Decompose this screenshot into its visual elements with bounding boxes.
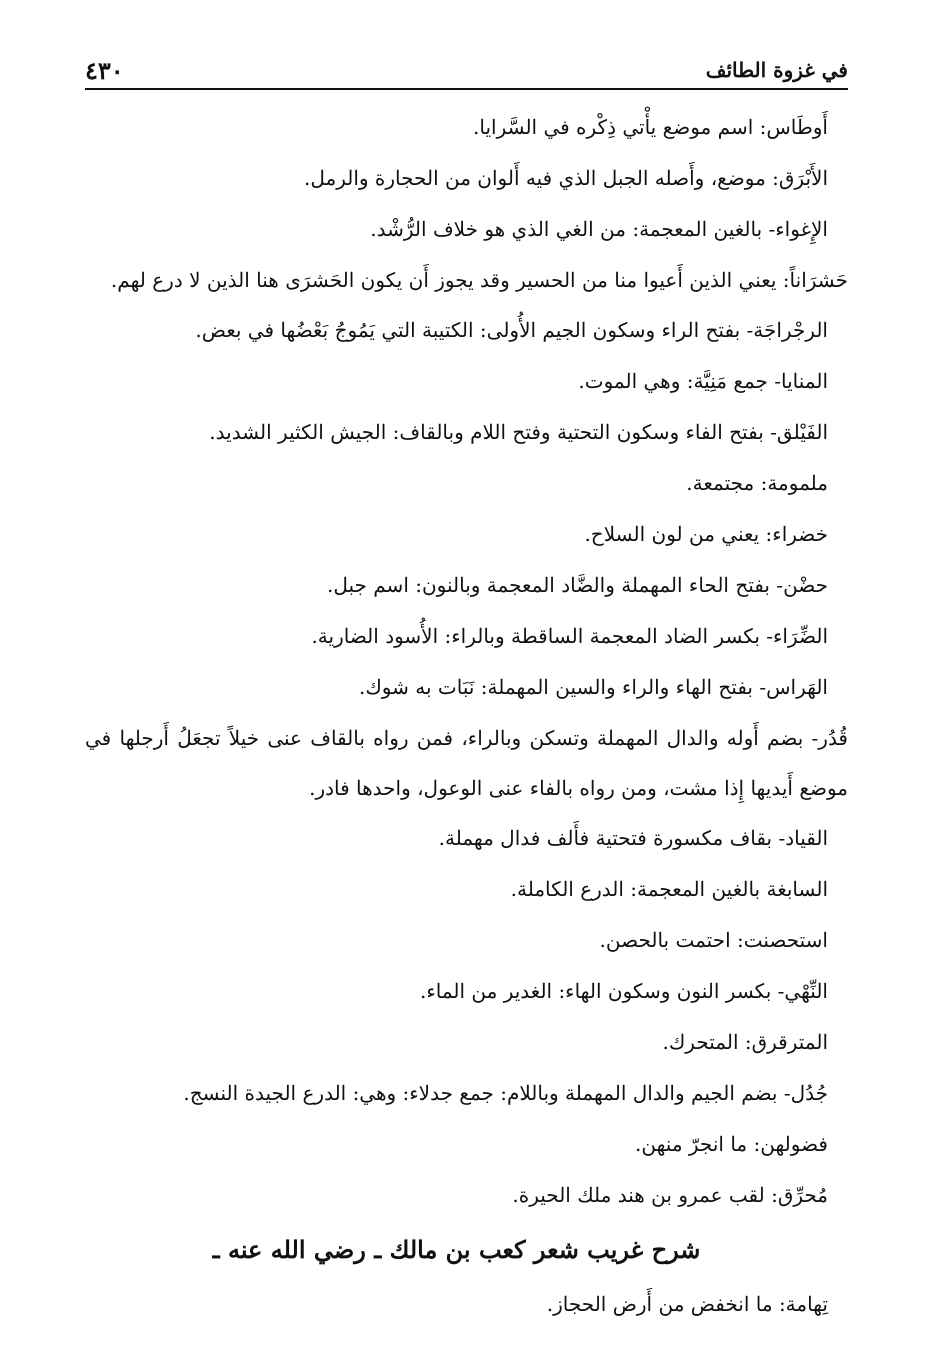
- running-title: في غزوة الطائف: [705, 58, 848, 82]
- glossary-entry: الأَبْرَق: موضع، وأَصله الجبل الذي فيه أَلوان من الحجارة والرمل.: [304, 166, 828, 190]
- glossary-entry: استحصنت: احتمت بالحصن.: [599, 928, 828, 952]
- glossary-entry: حضْن- بفتح الحاء المهملة والضَّاد المعجمة وبالنون: اسم جبل.: [326, 573, 828, 597]
- glossary-entry: الإِغواء- بالغين المعجمة: من الغي الذي هو خلاف الرُّشْد.: [370, 217, 828, 241]
- glossary-entry: المنايا- جمع مَنِيَّة: وهي الموت.: [578, 369, 828, 393]
- glossary-entry: الضِّرَاء- بكسر الضاد المعجمة الساقطة وبالراء: الأُسود الضارية.: [311, 624, 828, 648]
- page-header: [85, 52, 848, 90]
- glossary-entry: جُدُل- بضم الجيم والدال المهملة وباللام: جمع جدلاء: وهي: الدرع الجيدة النسج.: [183, 1081, 828, 1105]
- glossary-entry: حَشرَاناً: يعني الذين أَعيوا منا من الحسير وقد يجوز أَن يكون الحَشرَى هنا الذين لا درع لهم.: [110, 268, 848, 292]
- glossary-entry: الهَراس- بفتح الهاء والراء والسين المهملة: نَبَات به شوك.: [358, 675, 828, 699]
- glossary-entry: المترقرق: المتحرك.: [662, 1030, 828, 1054]
- glossary-entry: ملمومة: مجتمعة.: [686, 471, 828, 495]
- page-body: [85, 102, 848, 1330]
- glossary-entry: قُدُر- بضم أَوله والدال المهملة وتسكن وبالراء، فمن رواه بالقاف عنى خيلاً تجعَلُ أَرجلها في موضع أَيديها إِذا مشت، ومن رواه بالفاء عنى الوعول، واحدها فادر.: [85, 726, 848, 800]
- glossary-entry: الفَيْلق- بفتح الفاء وسكون التحتية وفتح اللام وبالقاف: الجيش الكثير الشديد.: [209, 420, 828, 444]
- glossary-entry: الرجْراجَة- بفتح الراء وسكون الجيم الأُولى: الكتيبة التي يَمُوجُ بَعْضُها في بعض.: [195, 318, 828, 342]
- glossary-entry: القياد- بقاف مكسورة فتحتية فأَلف فدال مهملة.: [438, 826, 828, 850]
- glossary-entry: النِّهْي- بكسر النون وسكون الهاء: الغدير من الماء.: [419, 979, 828, 1003]
- glossary-entry: فضولهن: ما انجرّ منهن.: [634, 1132, 828, 1156]
- glossary-entry: مُحرِّق: لقب عمرو بن هند ملك الحيرة.: [512, 1183, 828, 1207]
- glossary-entry: خضراء: يعني من لون السلاح.: [584, 522, 828, 546]
- section-heading: شرح غريب شعر كعب بن مالك ـ رضي الله عنه ـ: [212, 1235, 701, 1264]
- glossary-entry: تِهامة: ما انخفض من أَرض الحجاز.: [546, 1292, 828, 1316]
- glossary-entry: السابغة بالغين المعجمة: الدرع الكاملة.: [510, 877, 828, 901]
- page-number: ٤٣٠: [85, 56, 124, 85]
- glossary-entry: أَوطَاس: اسم موضع يأْتي ذِكْره في السَّرايا.: [473, 115, 828, 139]
